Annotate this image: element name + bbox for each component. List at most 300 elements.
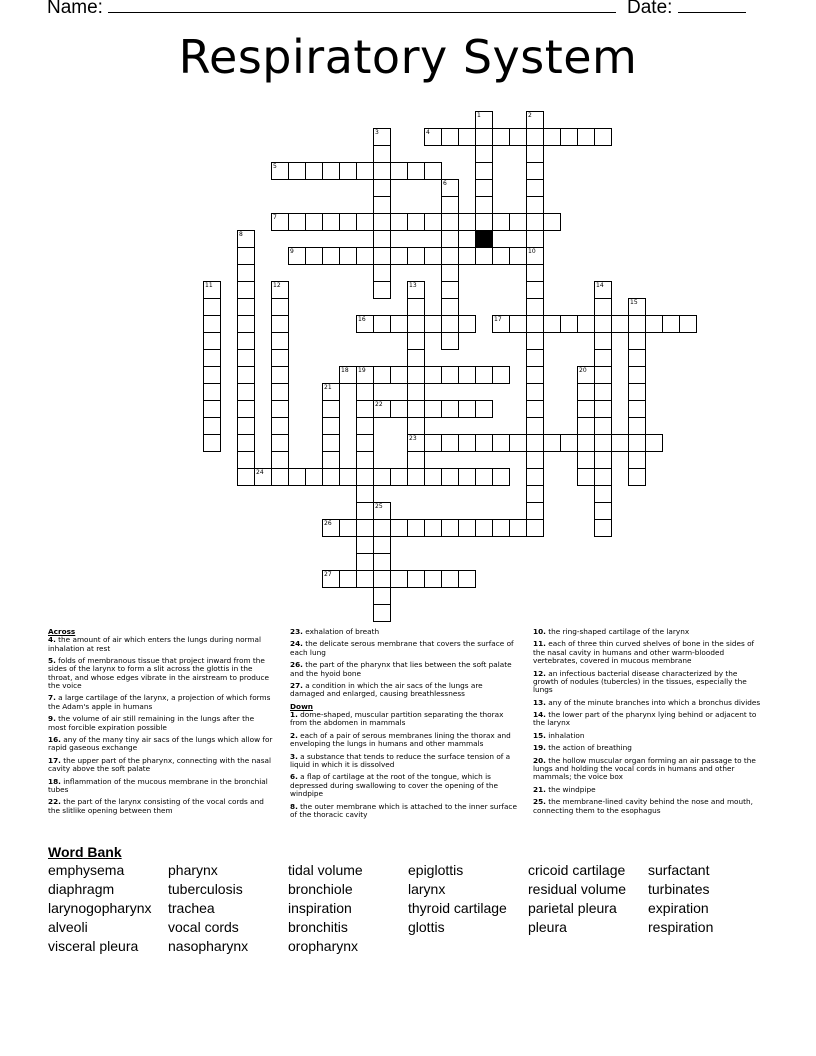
crossword-cell[interactable] xyxy=(373,247,391,265)
crossword-cell[interactable] xyxy=(203,315,221,333)
crossword-cell[interactable] xyxy=(390,570,408,588)
crossword-cell[interactable] xyxy=(203,434,221,452)
crossword-cell[interactable] xyxy=(390,213,408,231)
crossword-cell[interactable] xyxy=(441,366,459,384)
crossword-cell[interactable] xyxy=(594,315,612,333)
crossword-cell[interactable] xyxy=(441,570,459,588)
crossword-cell[interactable] xyxy=(424,570,442,588)
crossword-cell[interactable] xyxy=(271,383,289,401)
crossword-cell[interactable] xyxy=(322,213,340,231)
crossword-cell[interactable] xyxy=(424,400,442,418)
crossword-cell[interactable] xyxy=(237,281,255,299)
crossword-cell[interactable] xyxy=(441,213,459,231)
crossword-cell[interactable] xyxy=(526,417,544,435)
crossword-cell[interactable] xyxy=(203,400,221,418)
crossword-cell[interactable] xyxy=(577,434,595,452)
crossword-cell[interactable] xyxy=(594,383,612,401)
crossword-cell[interactable] xyxy=(356,417,374,435)
crossword-cell[interactable] xyxy=(271,434,289,452)
crossword-cell[interactable] xyxy=(577,383,595,401)
crossword-cell[interactable] xyxy=(526,247,544,265)
crossword-cell[interactable] xyxy=(526,332,544,350)
crossword-cell[interactable] xyxy=(407,366,425,384)
clue-number: 7. xyxy=(48,693,56,703)
clue-number: 18 xyxy=(341,367,349,374)
crossword-cell[interactable] xyxy=(424,213,442,231)
crossword-cell[interactable] xyxy=(526,451,544,469)
crossword-cell[interactable] xyxy=(475,468,493,486)
crossword-cell[interactable] xyxy=(356,366,374,384)
crossword-cell[interactable] xyxy=(577,417,595,435)
crossword-cell[interactable] xyxy=(424,128,442,146)
crossword-cell[interactable] xyxy=(543,434,561,452)
clue-number: 20 xyxy=(579,367,587,374)
crossword-cell[interactable] xyxy=(237,264,255,282)
clue-number: 14. xyxy=(533,710,546,720)
crossword-cell[interactable] xyxy=(271,468,289,486)
crossword-cell[interactable] xyxy=(373,502,391,520)
crossword-cell[interactable] xyxy=(203,383,221,401)
crossword-cell[interactable] xyxy=(356,213,374,231)
crossword-cell[interactable] xyxy=(526,128,544,146)
crossword-cell[interactable] xyxy=(424,519,442,537)
crossword-cell[interactable] xyxy=(594,502,612,520)
crossword-cell[interactable] xyxy=(322,519,340,537)
clue-number: 19 xyxy=(358,367,366,374)
clue xyxy=(290,682,518,699)
crossword-cell[interactable] xyxy=(424,468,442,486)
crossword-cell[interactable] xyxy=(509,128,527,146)
crossword-cell[interactable] xyxy=(475,162,493,180)
crossword-cell[interactable] xyxy=(322,570,340,588)
crossword-cell[interactable] xyxy=(628,349,646,367)
crossword-cell[interactable] xyxy=(526,196,544,214)
crossword-cell[interactable] xyxy=(390,519,408,537)
crossword-cell[interactable] xyxy=(594,451,612,469)
name-label: Name: xyxy=(47,0,103,18)
crossword-cell[interactable] xyxy=(628,332,646,350)
crossword-cell[interactable] xyxy=(424,162,442,180)
crossword-cell[interactable] xyxy=(628,315,646,333)
crossword-cell[interactable] xyxy=(492,434,510,452)
crossword-cell[interactable] xyxy=(475,519,493,537)
crossword-cell[interactable] xyxy=(271,281,289,299)
crossword-cell[interactable] xyxy=(526,366,544,384)
word-bank-item: expiration xyxy=(648,900,709,916)
crossword-cell[interactable] xyxy=(237,417,255,435)
crossword-cell[interactable] xyxy=(339,519,357,537)
crossword-cell[interactable] xyxy=(322,383,340,401)
crossword-cell[interactable] xyxy=(662,315,680,333)
crossword-cell[interactable] xyxy=(390,468,408,486)
crossword-cell[interactable] xyxy=(390,247,408,265)
crossword-cell[interactable] xyxy=(475,213,493,231)
crossword-cell[interactable] xyxy=(339,468,357,486)
crossword-cell[interactable] xyxy=(271,162,289,180)
crossword-cell[interactable] xyxy=(526,213,544,231)
crossword-cell[interactable] xyxy=(373,230,391,248)
crossword-cell[interactable] xyxy=(458,400,476,418)
crossword-cell[interactable] xyxy=(475,111,493,129)
clue-number: 10. xyxy=(533,627,546,636)
crossword-cell[interactable] xyxy=(594,332,612,350)
crossword-cell[interactable] xyxy=(390,400,408,418)
crossword-cell[interactable] xyxy=(373,553,391,571)
crossword-cell[interactable] xyxy=(424,366,442,384)
crossword-cell[interactable] xyxy=(356,468,374,486)
crossword-cell[interactable] xyxy=(492,128,510,146)
crossword-cell[interactable] xyxy=(237,400,255,418)
crossword-cell[interactable] xyxy=(594,281,612,299)
crossword-cell[interactable] xyxy=(526,383,544,401)
clue-text: the windpipe xyxy=(545,784,596,794)
crossword-cell[interactable] xyxy=(594,468,612,486)
crossword-cell[interactable] xyxy=(475,145,493,163)
crossword-cell[interactable] xyxy=(526,468,544,486)
crossword-cell[interactable] xyxy=(407,468,425,486)
crossword-cell[interactable] xyxy=(271,349,289,367)
crossword-cell[interactable] xyxy=(475,247,493,265)
crossword-cell[interactable] xyxy=(441,179,459,197)
crossword-cell[interactable] xyxy=(407,213,425,231)
crossword-cell[interactable] xyxy=(594,298,612,316)
crossword-cell[interactable] xyxy=(458,315,476,333)
crossword-cell[interactable] xyxy=(203,366,221,384)
crossword-cell[interactable] xyxy=(679,315,697,333)
down-heading: Down xyxy=(290,701,314,711)
crossword-cell[interactable] xyxy=(271,213,289,231)
crossword-cell[interactable] xyxy=(611,434,629,452)
crossword-cell[interactable] xyxy=(322,434,340,452)
down-clue-list-continued xyxy=(533,628,761,815)
crossword-cell[interactable] xyxy=(407,400,425,418)
crossword-cell[interactable] xyxy=(373,604,391,622)
crossword-cell[interactable] xyxy=(356,570,374,588)
clue-text: any of the many tiny air sacs of the lungs which allow for rapid gaseous exchange xyxy=(48,735,273,753)
crossword-cell[interactable] xyxy=(237,332,255,350)
crossword-cell[interactable] xyxy=(237,230,255,248)
crossword-cell[interactable] xyxy=(458,213,476,231)
crossword-cell[interactable] xyxy=(203,417,221,435)
crossword-cell[interactable] xyxy=(271,400,289,418)
crossword-cell[interactable] xyxy=(373,400,391,418)
crossword-cell[interactable] xyxy=(526,485,544,503)
clue-number: 3. xyxy=(290,751,298,761)
crossword-cell[interactable] xyxy=(526,264,544,282)
crossword-cell[interactable] xyxy=(628,400,646,418)
crossword-cell[interactable] xyxy=(373,264,391,282)
crossword-cell[interactable] xyxy=(628,366,646,384)
crossword-cell[interactable] xyxy=(509,434,527,452)
crossword-cell[interactable] xyxy=(271,332,289,350)
crossword-cell[interactable] xyxy=(339,366,357,384)
crossword-cell[interactable] xyxy=(543,315,561,333)
crossword-cell[interactable] xyxy=(288,468,306,486)
crossword-cell[interactable] xyxy=(441,264,459,282)
word-bank-item: nasopharynx xyxy=(168,938,249,954)
clue xyxy=(290,803,518,820)
crossword-cell[interactable] xyxy=(373,366,391,384)
crossword-cell[interactable] xyxy=(356,519,374,537)
crossword-cell[interactable] xyxy=(492,366,510,384)
crossword-cell[interactable] xyxy=(526,111,544,129)
crossword-cell[interactable] xyxy=(288,213,306,231)
crossword-cell[interactable] xyxy=(271,451,289,469)
crossword-cell[interactable] xyxy=(526,179,544,197)
crossword-cell[interactable] xyxy=(373,315,391,333)
word-bank-item: tuberculosis xyxy=(168,881,243,897)
crossword-cell[interactable] xyxy=(373,213,391,231)
crossword-cell[interactable] xyxy=(271,417,289,435)
clue-number: 27 xyxy=(324,571,332,578)
crossword-cell[interactable] xyxy=(628,417,646,435)
word-bank-item: residual volume xyxy=(528,881,627,897)
crossword-cell[interactable] xyxy=(407,349,425,367)
crossword-cell[interactable] xyxy=(237,247,255,265)
crossword-cell[interactable] xyxy=(492,468,510,486)
crossword-cell[interactable] xyxy=(526,519,544,537)
crossword-cell[interactable] xyxy=(611,315,629,333)
crossword-cell[interactable] xyxy=(577,366,595,384)
crossword-cell[interactable] xyxy=(339,162,357,180)
crossword-cell[interactable] xyxy=(356,553,374,571)
crossword-cell[interactable] xyxy=(424,434,442,452)
crossword-cell[interactable] xyxy=(305,162,323,180)
crossword-cell[interactable] xyxy=(475,179,493,197)
crossword-cell[interactable] xyxy=(373,468,391,486)
clue xyxy=(48,657,273,690)
clue-number: 8 xyxy=(239,231,243,238)
crossword-cell[interactable] xyxy=(407,417,425,435)
crossword-cell[interactable] xyxy=(441,281,459,299)
crossword-cell[interactable] xyxy=(237,383,255,401)
crossword-cell[interactable] xyxy=(526,400,544,418)
crossword-cell[interactable] xyxy=(407,383,425,401)
crossword-cell[interactable] xyxy=(237,298,255,316)
crossword-cell[interactable] xyxy=(594,400,612,418)
crossword-cell[interactable] xyxy=(322,162,340,180)
crossword-cell[interactable] xyxy=(254,468,272,486)
crossword-cell[interactable] xyxy=(594,417,612,435)
crossword-cell[interactable] xyxy=(288,162,306,180)
crossword-cell[interactable] xyxy=(339,570,357,588)
clue-number: 15 xyxy=(630,299,638,306)
crossword-cell[interactable] xyxy=(356,162,374,180)
crossword-cell[interactable] xyxy=(594,349,612,367)
crossword-cell[interactable] xyxy=(509,247,527,265)
crossword-cell[interactable] xyxy=(441,247,459,265)
crossword-cell[interactable] xyxy=(373,587,391,605)
crossword-cell[interactable] xyxy=(577,400,595,418)
crossword-cell[interactable] xyxy=(441,196,459,214)
clues-column-3 xyxy=(533,628,761,819)
crossword-cell[interactable] xyxy=(407,247,425,265)
crossword-cell[interactable] xyxy=(356,383,374,401)
crossword-cell[interactable] xyxy=(526,281,544,299)
crossword-cell[interactable] xyxy=(356,434,374,452)
crossword-cell[interactable] xyxy=(441,468,459,486)
crossword-cell[interactable] xyxy=(526,162,544,180)
crossword-cell[interactable] xyxy=(322,451,340,469)
crossword-cell[interactable] xyxy=(475,366,493,384)
clue-text: the part of the larynx consisting of the vocal cords and the slitlike opening between them xyxy=(48,797,264,815)
crossword-cell[interactable] xyxy=(237,451,255,469)
crossword-cell[interactable] xyxy=(458,468,476,486)
crossword-cell[interactable] xyxy=(441,230,459,248)
crossword-cell[interactable] xyxy=(628,434,646,452)
crossword-cell[interactable] xyxy=(339,247,357,265)
crossword-cell[interactable] xyxy=(594,366,612,384)
crossword-cell[interactable] xyxy=(390,162,408,180)
crossword-cell[interactable] xyxy=(628,383,646,401)
crossword-cell[interactable] xyxy=(628,468,646,486)
crossword-cell[interactable] xyxy=(356,247,374,265)
crossword-cell[interactable] xyxy=(492,315,510,333)
crossword-cell[interactable] xyxy=(526,502,544,520)
crossword-cell[interactable] xyxy=(526,145,544,163)
crossword-cell[interactable] xyxy=(322,247,340,265)
crossword-cell[interactable] xyxy=(373,145,391,163)
crossword-cell[interactable] xyxy=(322,400,340,418)
crossword-cell[interactable] xyxy=(441,128,459,146)
crossword-cell[interactable] xyxy=(458,128,476,146)
crossword-cell[interactable] xyxy=(373,536,391,554)
crossword-cell[interactable] xyxy=(492,247,510,265)
crossword-cell[interactable] xyxy=(441,519,459,537)
crossword-cell[interactable] xyxy=(390,315,408,333)
crossword-cell[interactable] xyxy=(407,315,425,333)
crossword-cell[interactable] xyxy=(492,519,510,537)
crossword-cell[interactable] xyxy=(237,434,255,452)
crossword-cell[interactable] xyxy=(441,298,459,316)
crossword-cell[interactable] xyxy=(509,213,527,231)
crossword-cell[interactable] xyxy=(356,315,374,333)
crossword-cell[interactable] xyxy=(628,298,646,316)
crossword-cell[interactable] xyxy=(424,315,442,333)
crossword-cell[interactable] xyxy=(356,485,374,503)
crossword-cell[interactable] xyxy=(526,434,544,452)
crossword-cell[interactable] xyxy=(509,315,527,333)
crossword-cell[interactable] xyxy=(475,434,493,452)
crossword-cell[interactable] xyxy=(373,128,391,146)
crossword-cell[interactable] xyxy=(560,128,578,146)
crossword-cell[interactable] xyxy=(628,451,646,469)
crossword-cell[interactable] xyxy=(407,162,425,180)
crossword-cell[interactable] xyxy=(373,162,391,180)
crossword-cell[interactable] xyxy=(475,128,493,146)
crossword-cell[interactable] xyxy=(373,281,391,299)
crossword-cell[interactable] xyxy=(594,128,612,146)
crossword-cell[interactable] xyxy=(373,196,391,214)
crossword-cell[interactable] xyxy=(577,468,595,486)
crossword-cell[interactable] xyxy=(407,281,425,299)
crossword-cell[interactable] xyxy=(475,196,493,214)
clue-number: 1 xyxy=(477,112,481,119)
crossword-cell[interactable] xyxy=(458,519,476,537)
crossword-cell[interactable] xyxy=(424,247,442,265)
crossword-cell[interactable] xyxy=(390,366,408,384)
clue-text: each of a pair of serous membranes lining the thorax and enveloping the lungs in humans and other mammals xyxy=(290,730,511,749)
crossword-cell[interactable] xyxy=(526,230,544,248)
crossword-cell[interactable] xyxy=(526,349,544,367)
clue-number: 10 xyxy=(528,248,536,255)
word-bank-item: bronchitis xyxy=(288,919,348,935)
crossword-cell[interactable] xyxy=(577,315,595,333)
crossword-cell[interactable] xyxy=(322,468,340,486)
crossword-cell[interactable] xyxy=(237,349,255,367)
crossword-cell[interactable] xyxy=(492,213,510,231)
crossword-cell[interactable] xyxy=(356,451,374,469)
crossword-cell[interactable] xyxy=(645,434,663,452)
crossword-cell[interactable] xyxy=(322,417,340,435)
crossword-cell[interactable] xyxy=(203,332,221,350)
crossword-cell[interactable] xyxy=(475,400,493,418)
crossword-cell[interactable] xyxy=(271,315,289,333)
crossword-cell[interactable] xyxy=(237,366,255,384)
crossword-cell[interactable] xyxy=(339,213,357,231)
crossword-cell[interactable] xyxy=(577,451,595,469)
crossword-cell[interactable] xyxy=(594,434,612,452)
crossword-cell[interactable] xyxy=(373,519,391,537)
clue-text: inflammation of the mucous membrane in the bronchial tubes xyxy=(48,776,268,794)
crossword-cell[interactable] xyxy=(237,315,255,333)
crossword-cell[interactable] xyxy=(543,213,561,231)
crossword-cell[interactable] xyxy=(356,536,374,554)
crossword-cell[interactable] xyxy=(458,570,476,588)
crossword-cell[interactable] xyxy=(458,434,476,452)
crossword-cell[interactable] xyxy=(458,366,476,384)
crossword-cell[interactable] xyxy=(356,400,374,418)
crossword-cell[interactable] xyxy=(288,247,306,265)
crossword-cell[interactable] xyxy=(407,570,425,588)
crossword-cell[interactable] xyxy=(407,451,425,469)
crossword-cell[interactable] xyxy=(203,298,221,316)
crossword-cell[interactable] xyxy=(373,179,391,197)
crossword-cell[interactable] xyxy=(203,281,221,299)
crossword-cell[interactable] xyxy=(271,298,289,316)
crossword-cell[interactable] xyxy=(441,315,459,333)
crossword-cell[interactable] xyxy=(305,468,323,486)
crossword-cell[interactable] xyxy=(577,128,595,146)
crossword-cell[interactable] xyxy=(645,315,663,333)
crossword-cell[interactable] xyxy=(543,128,561,146)
crossword-cell[interactable] xyxy=(271,366,289,384)
crossword-cell[interactable] xyxy=(407,434,425,452)
crossword-cell[interactable] xyxy=(526,315,544,333)
crossword-cell[interactable] xyxy=(560,434,578,452)
crossword-cell[interactable] xyxy=(203,349,221,367)
crossword-cell[interactable] xyxy=(407,519,425,537)
crossword-cell[interactable] xyxy=(560,315,578,333)
crossword-cell[interactable] xyxy=(458,247,476,265)
crossword-cell[interactable] xyxy=(441,434,459,452)
crossword-cell[interactable] xyxy=(594,485,612,503)
crossword-cell[interactable] xyxy=(407,332,425,350)
crossword-cell[interactable] xyxy=(509,519,527,537)
clue xyxy=(48,715,273,732)
crossword-cell[interactable] xyxy=(356,502,374,520)
crossword-cell[interactable] xyxy=(305,213,323,231)
crossword-cell[interactable] xyxy=(441,400,459,418)
crossword-cell[interactable] xyxy=(305,247,323,265)
page-title: Respiratory System xyxy=(178,30,638,84)
crossword-cell[interactable] xyxy=(441,332,459,350)
crossword-cell[interactable] xyxy=(237,468,255,486)
crossword-cell[interactable] xyxy=(373,570,391,588)
crossword-cell[interactable] xyxy=(407,298,425,316)
crossword-cell[interactable] xyxy=(526,298,544,316)
crossword-cell[interactable] xyxy=(594,519,612,537)
